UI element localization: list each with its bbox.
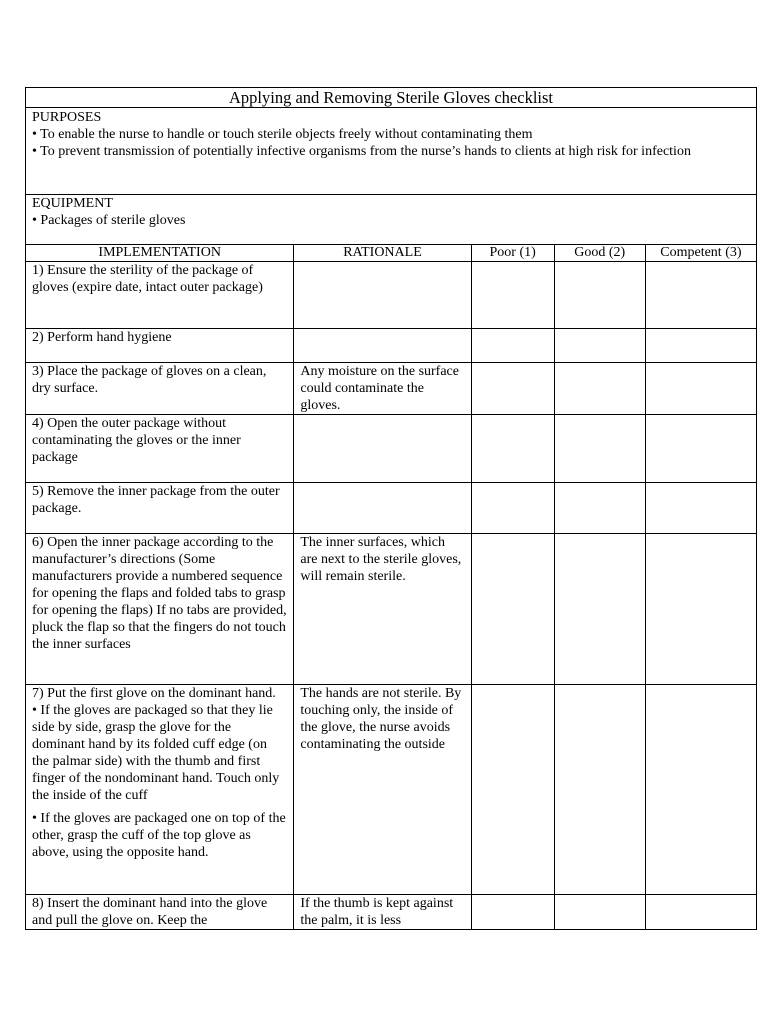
implementation-cell: 1) Ensure the sterility of the package of gloves (expire date, intact outer package) bbox=[26, 262, 294, 329]
table-row bbox=[26, 895, 757, 930]
score-good-cell[interactable] bbox=[554, 895, 645, 930]
column-header-good: Good (2) bbox=[554, 245, 645, 262]
column-header-row bbox=[26, 245, 757, 262]
implementation-text: 7) Put the first glove on the dominant hand. • If the gloves are packaged so that they lie side by side, grasp the glove for the dominant hand by its folded cuff edge (on the palmar side) with the thumb and first finger of the nondominant hand. Touch only the inside of the cuff bbox=[32, 686, 280, 803]
score-good-cell[interactable] bbox=[554, 363, 645, 415]
implementation-cell: 5) Remove the inner package from the outer package. bbox=[26, 483, 294, 534]
rationale-cell: The inner surfaces, which are next to the sterile gloves, will remain sterile. bbox=[294, 534, 471, 685]
score-poor-cell[interactable] bbox=[471, 534, 554, 685]
score-competent-cell[interactable] bbox=[645, 483, 756, 534]
rationale-cell bbox=[294, 483, 471, 534]
score-poor-cell[interactable] bbox=[471, 685, 554, 895]
purposes-section bbox=[26, 108, 757, 195]
implementation-cell: 3) Place the package of gloves on a clean, dry surface. bbox=[26, 363, 294, 415]
document-title: Applying and Removing Sterile Gloves checklist bbox=[26, 88, 757, 108]
score-good-cell[interactable] bbox=[554, 262, 645, 329]
implementation-text-extra: • If the gloves are packaged one on top of the other, grasp the cuff of the top glove as above, using the opposite hand. bbox=[32, 811, 286, 860]
score-poor-cell[interactable] bbox=[471, 329, 554, 363]
score-competent-cell[interactable] bbox=[645, 895, 756, 930]
score-good-cell[interactable] bbox=[554, 483, 645, 534]
table-row bbox=[26, 415, 757, 483]
rationale-cell bbox=[294, 415, 471, 483]
purpose-item: • To enable the nurse to handle or touch sterile objects freely without contaminating them bbox=[32, 127, 533, 142]
score-competent-cell[interactable] bbox=[645, 329, 756, 363]
equipment-item: • Packages of sterile gloves bbox=[32, 213, 186, 228]
score-poor-cell[interactable] bbox=[471, 262, 554, 329]
score-competent-cell[interactable] bbox=[645, 363, 756, 415]
purposes-heading: PURPOSES bbox=[32, 110, 102, 125]
score-poor-cell[interactable] bbox=[471, 363, 554, 415]
table-row bbox=[26, 363, 757, 415]
score-competent-cell[interactable] bbox=[645, 685, 756, 895]
score-good-cell[interactable] bbox=[554, 329, 645, 363]
column-header-competent: Competent (3) bbox=[645, 245, 756, 262]
table-row bbox=[26, 329, 757, 363]
score-poor-cell[interactable] bbox=[471, 415, 554, 483]
table-row bbox=[26, 534, 757, 685]
score-good-cell[interactable] bbox=[554, 685, 645, 895]
rationale-cell: The hands are not sterile. By touching only, the inside of the glove, the nurse avoids contaminating the outside bbox=[294, 685, 471, 895]
score-competent-cell[interactable] bbox=[645, 262, 756, 329]
equipment-section bbox=[26, 195, 757, 245]
checklist-page bbox=[25, 87, 757, 930]
rationale-cell: If the thumb is kept against the palm, it is less bbox=[294, 895, 471, 930]
rationale-cell bbox=[294, 329, 471, 363]
column-header-implementation: IMPLEMENTATION bbox=[26, 245, 294, 262]
score-poor-cell[interactable] bbox=[471, 483, 554, 534]
score-good-cell[interactable] bbox=[554, 534, 645, 685]
score-competent-cell[interactable] bbox=[645, 534, 756, 685]
implementation-cell: 8) Insert the dominant hand into the glove and pull the glove on. Keep the bbox=[26, 895, 294, 930]
implementation-cell bbox=[26, 685, 294, 895]
column-header-poor: Poor (1) bbox=[471, 245, 554, 262]
table-row bbox=[26, 262, 757, 329]
implementation-cell: 2) Perform hand hygiene bbox=[26, 329, 294, 363]
rationale-cell: Any moisture on the surface could contaminate the gloves. bbox=[294, 363, 471, 415]
table-row bbox=[26, 685, 757, 895]
table-row bbox=[26, 483, 757, 534]
score-good-cell[interactable] bbox=[554, 415, 645, 483]
implementation-cell: 6) Open the inner package according to the manufacturer’s directions (Some manufacturers provide a numbered sequence for opening the flaps and folded tabs to grasp for opening the flaps) If no tabs are provided, pluck the flap so that the fingers do not touch the inner surfaces bbox=[26, 534, 294, 685]
checklist-table bbox=[25, 87, 757, 930]
column-header-rationale: RATIONALE bbox=[294, 245, 471, 262]
score-competent-cell[interactable] bbox=[645, 415, 756, 483]
rationale-cell bbox=[294, 262, 471, 329]
implementation-cell: 4) Open the outer package without contaminating the gloves or the inner package bbox=[26, 415, 294, 483]
score-poor-cell[interactable] bbox=[471, 895, 554, 930]
equipment-heading: EQUIPMENT bbox=[32, 196, 113, 211]
purpose-item: • To prevent transmission of potentially infective organisms from the nurse’s hands to clients at high risk for infection bbox=[32, 144, 691, 159]
